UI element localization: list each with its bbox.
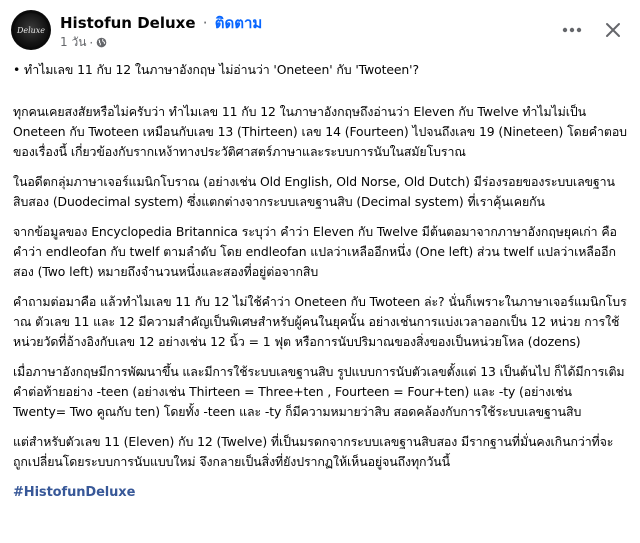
post-paragraph: จากข้อมูลของ Encyclopedia Britannica ระบุว่า คำว่า Eleven กับ Twelve มีต้นตอมาจากภาษาอังกฤษยุคเก่า คือคำว่า endleofan กับ twelf ตามลำดับ โดย endleofan แปลว่าเหลืออีกหนึ่ง (One left) ส่วน twelf แปลว่าเหลืออีกสอง (Two left) หมายถึงจำนวนหนึ่งและสองที่อยู่ต่อจากสิบ (13, 224, 617, 279)
avatar[interactable] (11, 10, 51, 50)
post-paragraph: ในอดีตกลุ่มภาษาเจอร์แมนิกโบราณ (อย่างเช่น Old English, Old Norse, Old Dutch) มีร่องรอยของระบบเลขฐานสิบสอง (Duodecimal system) ซึ่งแตกต่างจากระบบเลขฐานสิบ (Decimal system) ที่เราคุ้นเคยกัน (13, 174, 615, 209)
avatar-logo (14, 13, 48, 47)
globe-icon (96, 37, 107, 48)
post-paragraph: เมื่อภาษาอังกฤษมีการพัฒนาขึ้น และมีการใช้ระบบเลขฐานสิบ รูปแบบการนับตัวเลขตั้งแต่ 13 เป็นต้นไป ก็ได้มีการเติมคำต่อท้ายอย่าง -teen (อย่างเช่น Thirteen = Three+ten , Fourteen = Four+ten) และ -ty (อย่างเช่น Twenty= Two คูณกับ ten) โดยทั้ง -teen และ -ty ก็มีความหมายว่าสิบ สอดคล้องกับการใช้ระบบเลขฐานสิบ (13, 364, 625, 419)
post-heading: • ทำไมเลข 11 กับ 12 ในภาษาอังกฤษ ไม่อ่านว่า 'Oneteen' กับ 'Twoteen'? (13, 62, 419, 77)
post-body (13, 60, 627, 513)
follow-button[interactable]: ติดตาม (214, 14, 263, 32)
close-button[interactable] (596, 13, 630, 47)
meta-separator: · (89, 35, 94, 50)
page-name[interactable]: Histofun Deluxe (60, 14, 196, 32)
name-row (60, 11, 262, 35)
more-horizontal-icon (562, 27, 582, 33)
post-meta (60, 33, 107, 52)
post-paragraph: แต่สำหรับตัวเลข 11 (Eleven) กับ 12 (Twelve) ที่เป็นมรดกจากระบบเลขฐานสิบสอง มีรากฐานที่มั่นคงเกินกว่าที่จะถูกเปลี่ยนโดยระบบการนับแบบใหม่ จึงกลายเป็นสิ่งที่ยังปรากฏให้เห็นอยู่จนถึงทุกวันนี้ (13, 434, 614, 469)
more-options-button[interactable] (555, 13, 589, 47)
avatar-text: Deluxe (16, 25, 46, 35)
post-paragraph: คำถามต่อมาคือ แล้วทำไมเลข 11 กับ 12 ไม่ใช้คำว่า Oneteen กับ Twoteen ล่ะ? นั่นก็เพราะในภาษาเจอร์แมนิกโบราณ ตัวเลข 11 และ 12 มีความสำคัญเป็นพิเศษสำหรับผู้คนในยุคนั้น อย่างเช่นการแบ่งเวลาออกเป็น 12 หน่วย การใช้หน่วยวัดที่อ้างอิงกับเลข 12 อย่างเช่น 12 นิ้ว = 1 ฟุต หรือการนับปริมาณของสิ่งของเป็นหน่วยโหล (dozens) (13, 294, 627, 349)
post-header (0, 0, 640, 60)
post-time[interactable]: 1 วัน (60, 35, 87, 49)
separator: · (202, 14, 208, 32)
close-icon (605, 22, 621, 38)
post-paragraph: ทุกคนเคยสงสัยหรือไม่ครับว่า ทำไมเลข 11 กับ 12 ในภาษาอังกฤษถึงอ่านว่า Eleven กับ Twelve ทำไมไม่เป็น Oneteen กับ Twoteen เหมือนกับเลข 13 (Thirteen) เลข 14 (Fourteen) ไปจนถึงเลข 19 (Nineteen) โดยคำตอบของเรื่องนี้ เกี่ยวข้องกับรากเหง้าทางประวัติศาสตร์ภาษาและระบบการนับในสมัยโบราณ (13, 104, 627, 159)
hashtag-link[interactable]: #HistofunDeluxe (13, 485, 136, 500)
